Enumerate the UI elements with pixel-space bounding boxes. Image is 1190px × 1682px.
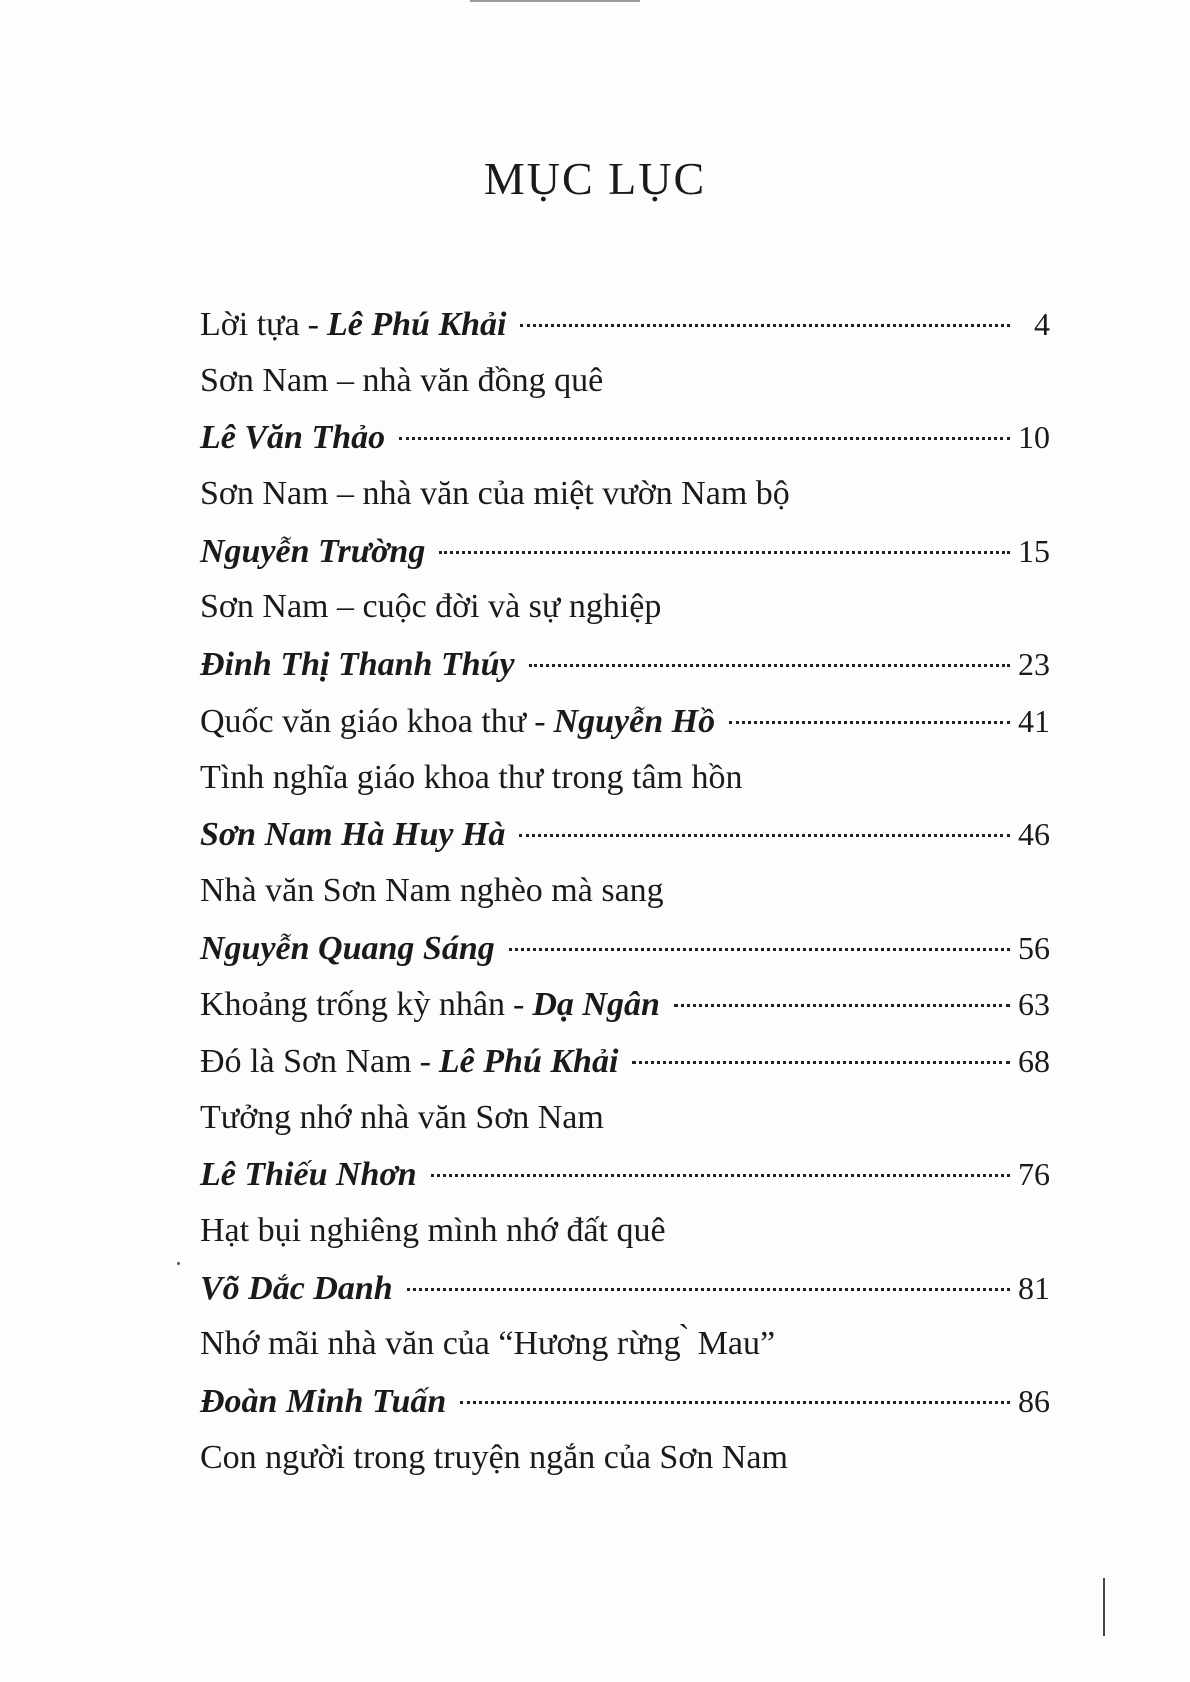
toc-separator: -	[513, 986, 525, 1024]
toc-entry-title: Tưởng nhớ nhà văn Sơn Nam	[200, 1098, 604, 1136]
toc-entry-title: Sơn Nam – cuộc đời và sự nghiệp	[200, 588, 662, 626]
dot-leader	[407, 1288, 1010, 1291]
toc-entry-title: Khoảng trống kỳ nhân	[200, 986, 506, 1024]
toc-page-number: 76	[1018, 1156, 1050, 1193]
dot-leader	[529, 664, 1010, 667]
toc-entry-author: Đinh Thị Thanh Thúy	[200, 646, 515, 684]
toc-entry-title: Nhà văn Sơn Nam nghèo mà sang	[200, 871, 664, 909]
toc-page-number: 63	[1018, 986, 1050, 1023]
dot-leader	[674, 1004, 1010, 1007]
toc-entry-title: Sơn Nam – nhà văn đồng quê	[200, 361, 604, 399]
toc-entry[interactable]	[200, 1260, 1050, 1317]
top-rule	[470, 0, 640, 2]
toc-entry[interactable]	[200, 1430, 1050, 1487]
toc-entry-author: Nguyễn Hồ	[553, 702, 716, 740]
dot-leader	[439, 551, 1010, 554]
toc-page-number: 68	[1018, 1042, 1050, 1079]
toc-entry-title: Nhớ mãi nhà văn của “Hương rừng ̀ Mau”	[200, 1325, 776, 1363]
toc-entry[interactable]	[200, 976, 1050, 1033]
toc-entry-title: Lời tựa	[200, 306, 300, 343]
margin-mark	[1103, 1578, 1105, 1636]
toc-entry[interactable]	[200, 1373, 1050, 1430]
toc-entry-author: Đoàn Minh Tuấn	[200, 1383, 447, 1421]
page-title: MỤC LỤC	[483, 153, 707, 204]
toc-entry[interactable]	[200, 1090, 1050, 1147]
toc-entry-author: Lê Thiếu Nhơn	[200, 1156, 417, 1194]
toc-page-number: 86	[1018, 1383, 1050, 1420]
toc-separator: -	[307, 306, 319, 343]
table-of-contents	[200, 296, 1050, 1486]
toc-entry[interactable]	[200, 750, 1050, 807]
toc-entry[interactable]	[200, 920, 1050, 977]
toc-entry[interactable]	[200, 693, 1050, 750]
toc-entry[interactable]	[200, 1316, 1050, 1373]
toc-entry[interactable]	[200, 523, 1050, 580]
toc-entry-title: Tình nghĩa giáo khoa thư trong tâm hồn	[200, 758, 743, 796]
toc-entry[interactable]	[200, 806, 1050, 863]
toc-entry-author: Sơn Nam Hà Huy Hà	[200, 816, 506, 854]
toc-entry[interactable]	[200, 1033, 1050, 1090]
dot-leader	[399, 437, 1010, 440]
toc-entry[interactable]	[200, 353, 1050, 410]
toc-entry[interactable]	[200, 466, 1050, 523]
toc-entry[interactable]	[200, 1146, 1050, 1203]
dot-leader	[460, 1401, 1010, 1404]
toc-entry[interactable]	[200, 636, 1050, 693]
toc-entry-title: Quốc văn giáo khoa thư	[200, 702, 527, 740]
toc-page-number: 23	[1018, 646, 1050, 683]
toc-entry-title: Hạt bụi nghiêng mình nhớ đất quê	[200, 1212, 666, 1249]
toc-entry-author: Lê Văn Thảo	[200, 419, 386, 457]
toc-entry-title: Con người trong truyện ngắn của Sơn Nam	[200, 1438, 788, 1476]
toc-entry[interactable]	[200, 296, 1050, 353]
toc-entry-author: Võ Dắc Danh	[200, 1269, 393, 1307]
toc-page-number: 46	[1018, 816, 1050, 853]
toc-entry-author: Nguyễn Quang Sáng	[200, 929, 495, 967]
toc-entry-title: Sơn Nam – nhà văn của miệt vườn Nam bộ	[200, 475, 790, 513]
toc-entry[interactable]	[200, 409, 1050, 466]
toc-entry-author: Lê Phú Khải	[327, 306, 507, 343]
dot-leader	[729, 721, 1010, 724]
toc-entry[interactable]	[200, 1203, 1050, 1260]
dot-leader	[632, 1061, 1010, 1064]
toc-entry[interactable]	[200, 863, 1050, 920]
toc-separator: -	[534, 702, 546, 740]
dot-leader	[520, 324, 1010, 327]
toc-separator: -	[419, 1042, 431, 1080]
toc-page-number: 10	[1018, 419, 1050, 456]
toc-page-number: 4	[1034, 306, 1050, 342]
toc-page-number: 56	[1018, 929, 1050, 966]
toc-page-number: 15	[1018, 532, 1050, 569]
dot-leader	[509, 948, 1010, 951]
toc-entry-author: Lê Phú Khải	[438, 1042, 619, 1080]
toc-entry[interactable]	[200, 579, 1050, 636]
toc-entry-author: Dạ Ngân	[532, 986, 660, 1024]
toc-page-number: 81	[1018, 1269, 1050, 1306]
toc-page-number: 41	[1018, 702, 1050, 739]
dot-leader	[431, 1174, 1010, 1177]
scan-speck	[177, 1262, 180, 1265]
dot-leader	[519, 834, 1010, 837]
toc-entry-title: Đó là Sơn Nam	[200, 1042, 412, 1080]
toc-entry-author: Nguyễn Trường	[200, 532, 426, 570]
